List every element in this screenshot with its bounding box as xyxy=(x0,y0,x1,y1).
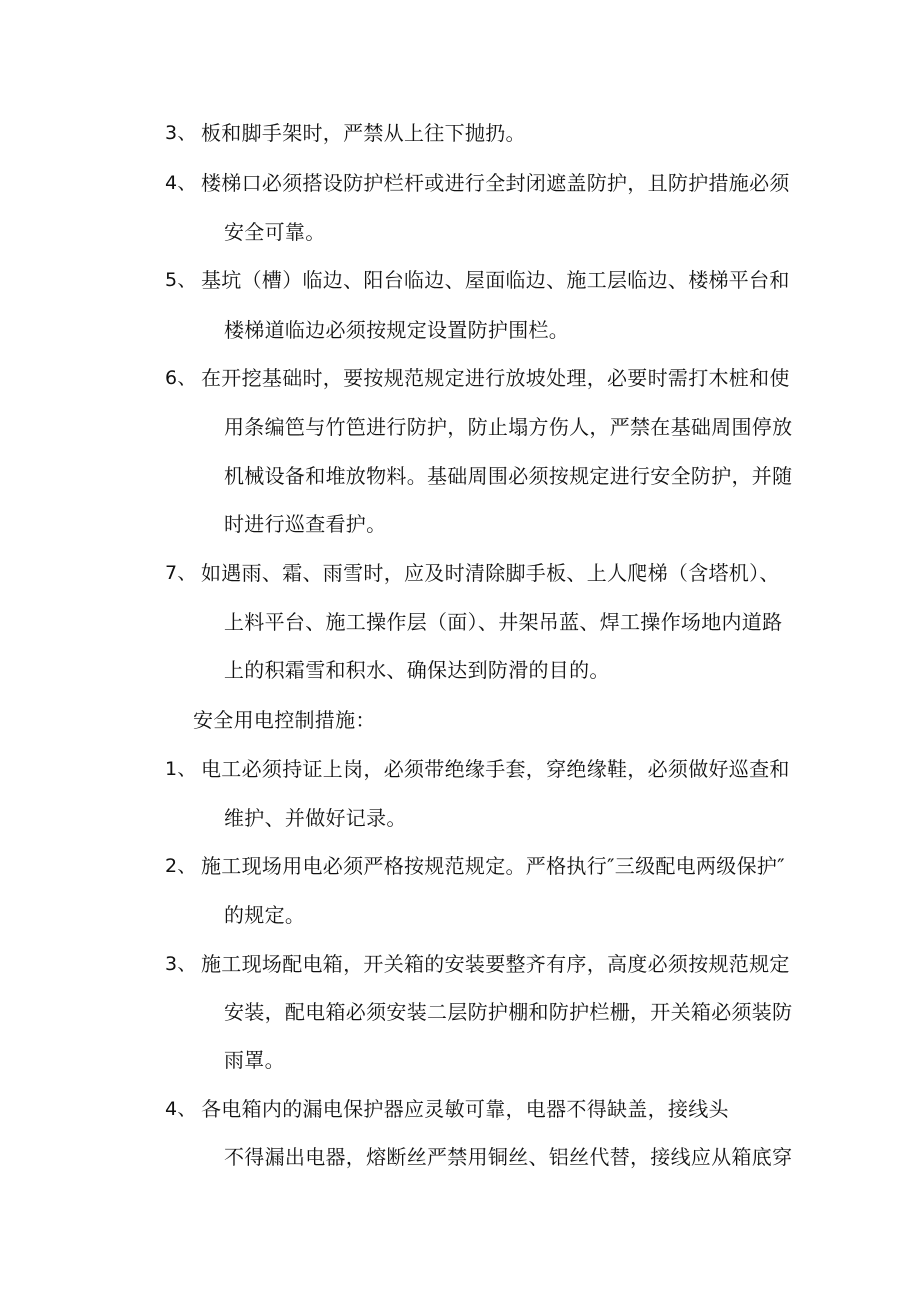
item-number: 3、 xyxy=(165,953,197,975)
item-text: 楼梯口必须搭设防护栏杆或进行全封闭遮盖防护，且防护措施必须 xyxy=(201,171,790,195)
item-text: 如遇雨、霜、雨雪时，应及时清除脚手板、上人爬梯（含塔机）、 xyxy=(201,561,780,585)
item-text: 电工必须持证上岗，必须带绝缘手套，穿绝缘鞋，必须做好巡查和 xyxy=(201,757,790,781)
item-number: 5、 xyxy=(165,269,197,291)
item-text: 上料平台、施工操作层（面）、井架吊蓝、焊工操作场地内道路 xyxy=(224,610,783,634)
item-text: 基坑（槽）临边、阳台临边、屋面临边、施工层临边、楼梯平台和 xyxy=(201,268,790,292)
item-text: 板和脚手架时，严禁从上往下抛扔。 xyxy=(201,121,526,145)
item-text: 施工现场配电箱，开关箱的安装要整齐有序，高度必须按规范规定 xyxy=(201,952,790,976)
item-number: 4、 xyxy=(165,1098,197,1120)
item-text: 时进行巡查看护。 xyxy=(224,512,387,536)
item-text: 机械设备和堆放物料。基础周围必须按规定进行安全防护，并随 xyxy=(224,464,793,488)
item-number: 4、 xyxy=(165,172,197,194)
item-text: 安装，配电箱必须安装二层防护棚和防护栏栅，开关箱必须装防 xyxy=(224,1000,793,1024)
item-text: 安全可靠。 xyxy=(224,220,326,244)
item-number: 1、 xyxy=(165,758,197,780)
item-text: 施工现场用电必须严格按规范规定。严格执行″三级配电两级保护″ xyxy=(201,854,785,878)
item-text: 用条编笆与竹笆进行防护，防止塌方伤人，严禁在基础周围停放 xyxy=(224,415,793,439)
item-number: 6、 xyxy=(165,367,197,389)
item-text: 的规定。 xyxy=(224,903,306,927)
section-heading: 安全用电控制措施： xyxy=(193,708,376,732)
item-text: 雨罩。 xyxy=(224,1048,285,1072)
item-number: 2、 xyxy=(165,855,197,877)
item-number: 7、 xyxy=(165,562,197,584)
item-number: 3、 xyxy=(165,122,197,144)
item-text: 不得漏出电器，熔断丝严禁用铜丝、铝丝代替，接线应从箱底穿 xyxy=(224,1145,793,1169)
item-text: 上的积霜雪和积水、确保达到防滑的目的。 xyxy=(224,658,610,682)
item-text: 维护、并做好记录。 xyxy=(224,806,407,830)
item-text: 在开挖基础时，要按规范规定进行放坡处理，必要时需打木桩和使 xyxy=(201,366,790,390)
item-text: 楼梯道临边必须按规定设置防护围栏。 xyxy=(224,318,570,342)
item-text: 各电箱内的漏电保护器应灵敏可靠，电器不得缺盖，接线头 xyxy=(201,1097,729,1121)
